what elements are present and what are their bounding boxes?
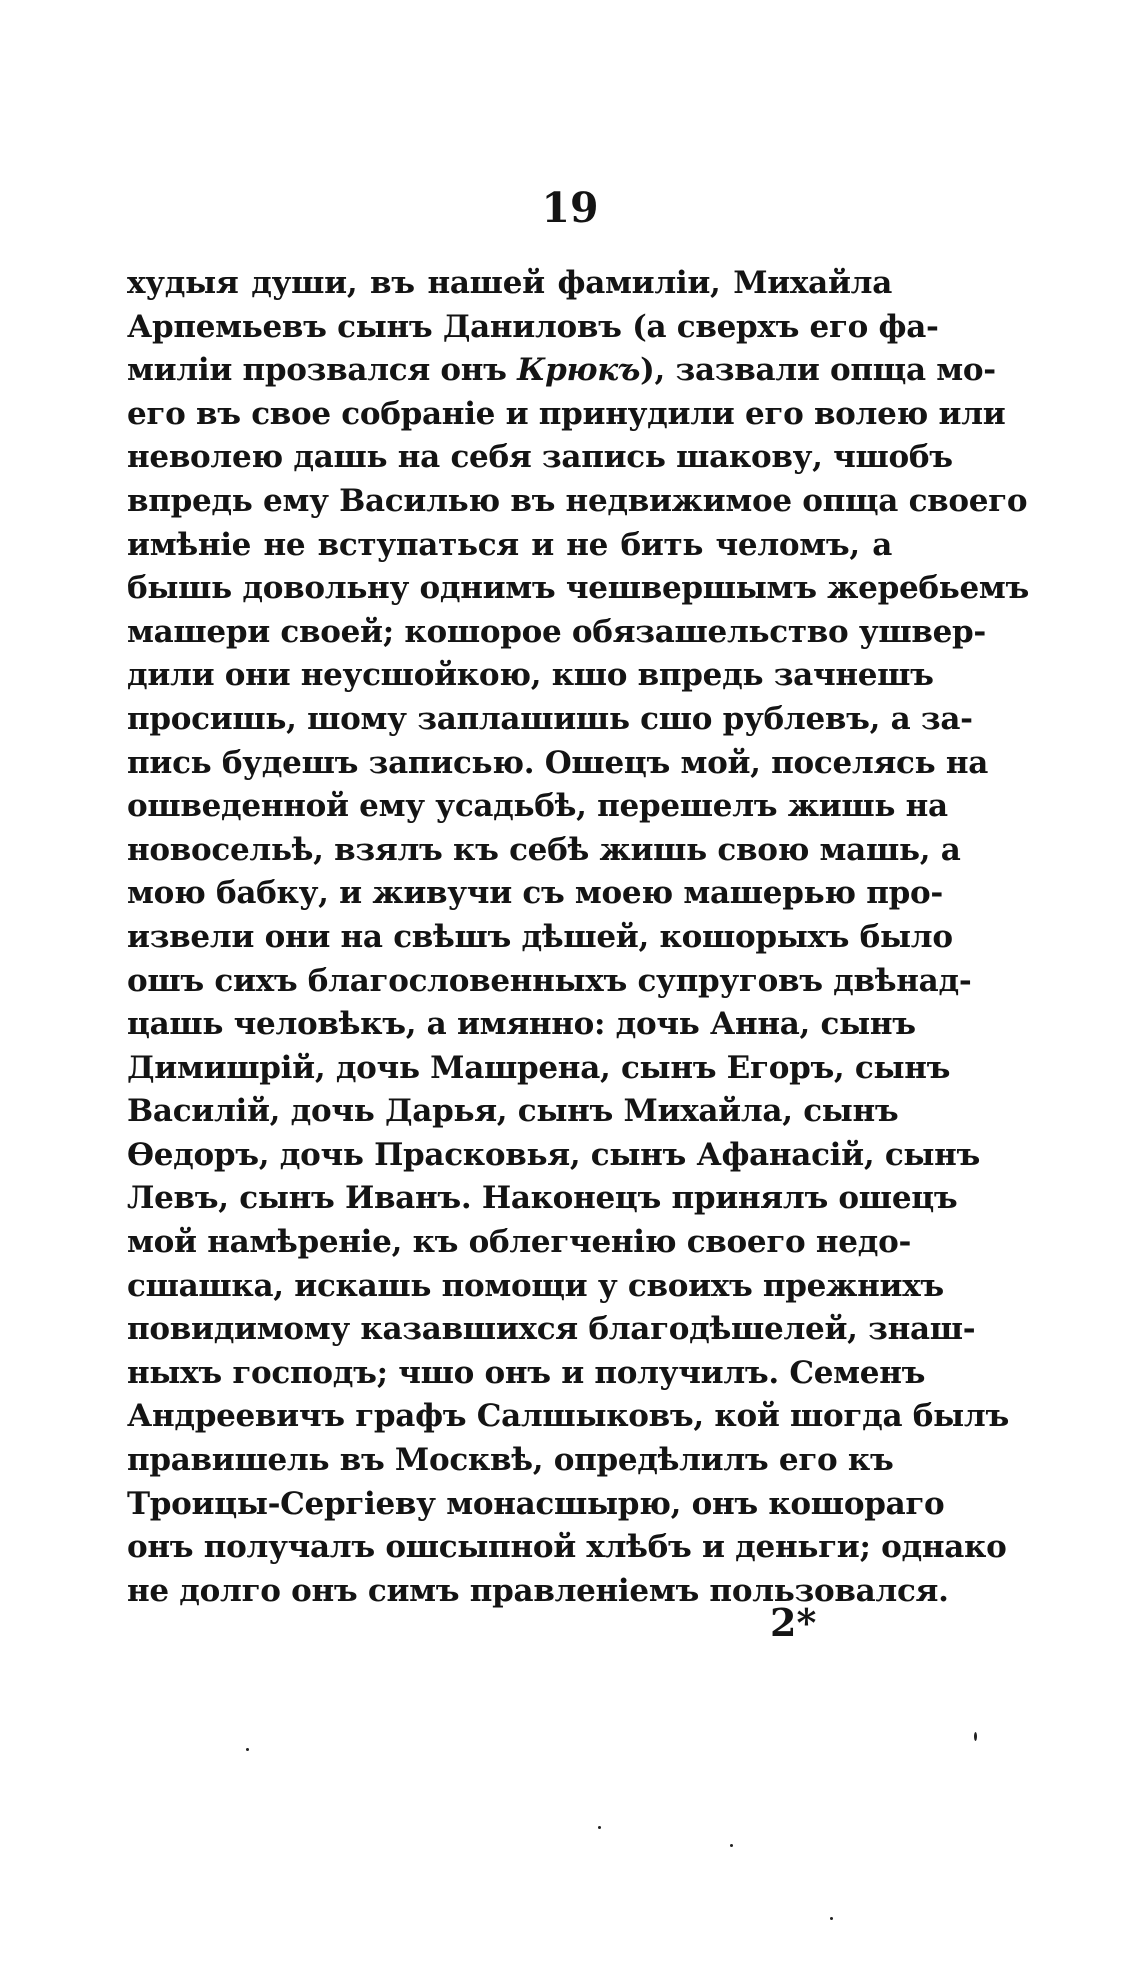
text-line: Арпемьевъ сынъ Даниловъ (а сверхъ его фа- (127, 308, 939, 345)
text-line: впредь ему Василью въ недвижимое опща своего (127, 482, 1028, 519)
text-line: Василій, дочь Дарья, сынъ Михайла, сынъ (127, 1093, 899, 1130)
page-number: 19 (541, 184, 599, 232)
scan-speck (598, 1826, 601, 1829)
text-line: Ѳедоръ, дочь Прасковья, сынъ Афанасій, сынъ (127, 1136, 981, 1173)
text-line: миліи прозвался онъ Крюкъ), зазвали опща мо- (127, 352, 996, 389)
scan-speck (974, 1732, 977, 1741)
text-line: бышь довольну однимъ чешвершымъ жеребьемъ (127, 570, 1030, 607)
italic-word: Крюкъ (517, 352, 641, 389)
text-line: пись будешъ записью. Ошецъ мой, поселясь на (127, 744, 989, 781)
scan-speck (730, 1844, 733, 1847)
text-line: имѣніе не вступаться и не бить челомъ, а (127, 526, 892, 563)
scan-speck (830, 1917, 833, 1920)
text-line: машери своей; кошорое обязашельство ушвер- (127, 613, 987, 650)
text-line: ныхъ господъ; чшо онъ и получилъ. Семенъ (127, 1354, 926, 1391)
text-line: худыя души, въ нашей фамиліи, Михайла (127, 265, 892, 301)
text-line: онъ получалъ ошсыпной хлѣбъ и деньги; однако (127, 1529, 1007, 1566)
text-line: мою бабку, и живучи съ моею машерью про- (127, 875, 943, 912)
text-line: повидимому казавшихся благодѣшелей, знаш- (127, 1311, 976, 1348)
text-line: Левъ, сынъ Иванъ. Наконецъ принялъ ошецъ (127, 1180, 958, 1217)
body-text (127, 262, 1030, 1613)
text-line: просишь, шому заплашишь сшо рублевъ, а за- (127, 700, 973, 737)
text-line: правишель въ Москвѣ, опредѣлилъ его къ (127, 1442, 894, 1479)
text-line: не долго онъ симъ правленіемъ пользовался. (127, 1572, 949, 1609)
text-line: цашь человѣкъ, а имянно: дочь Анна, сынъ (127, 1006, 916, 1043)
text-line: ошъ сихъ благословенныхъ супруговъ двѣнад- (127, 962, 972, 999)
text-line: неволею дашь на себя запись шакову, чшобъ (127, 439, 953, 476)
text-line: Андреевичъ графъ Салшыковъ, кой шогда былъ (127, 1398, 1009, 1435)
text-line: мой намѣреніе, къ облегченію своего недо- (127, 1224, 912, 1261)
text-line: Димишрій, дочь Машрена, сынъ Егоръ, сынъ (127, 1049, 951, 1086)
text-line: Троицы-Сергіеву монасшырю, онъ кошораго (127, 1485, 945, 1522)
text-line: новосельѣ, взялъ къ себѣ жишь свою машь, а (127, 831, 961, 868)
scan-speck (246, 1748, 249, 1751)
text-line: сшашка, искашь помощи у своихъ прежнихъ (127, 1267, 944, 1304)
text-line: извели они на свѣшъ дѣшей, кошорыхъ было (127, 918, 953, 955)
printer-signature-mark: 2* (770, 1600, 817, 1645)
text-line: дили они неусшойкою, кшо впредь зачнешъ (127, 657, 934, 694)
text-line: ошведенной ему усадьбѣ, перешелъ жишь на (127, 788, 948, 825)
text-line: его въ свое собраніе и принудили его волею или (127, 395, 1006, 432)
